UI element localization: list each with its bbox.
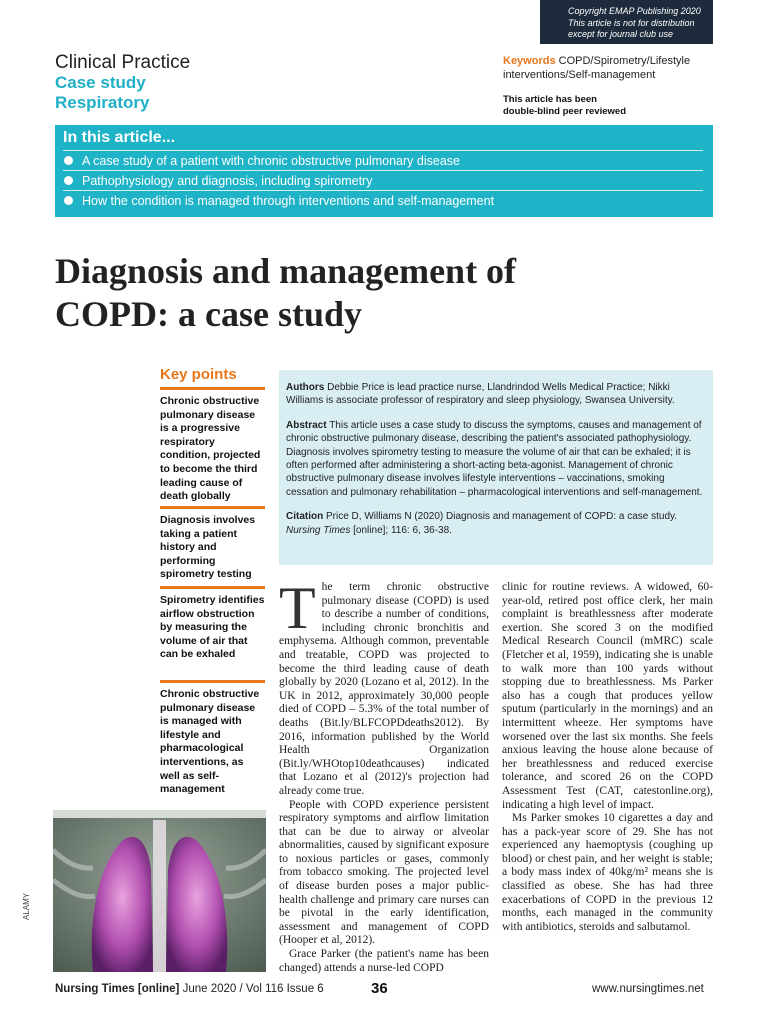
key-point: Chronic obstructive pulmonary disease is a progressive respiratory condition, projected to become the third leading cause of death globally <box>160 395 261 503</box>
authors-paragraph <box>286 381 705 408</box>
copyright-line: This article is not for distribution <box>568 17 695 28</box>
key-points-divider <box>160 680 265 683</box>
body-paragraph: People with COPD experience persistent respiratory symptoms and airflow limitation that can be due to airway or alveolar abnormalities, caused by significant exposure to noxious particles or gases, commonly from tobacco smoking. The projected level of disease burden poses a major public-health challenge and primary care nurses can be pivotal in the early identification, assessment and management of COPD (Hooper et al, 2012). <box>279 798 489 947</box>
chest-xray-image <box>53 810 266 972</box>
in-this-article-item-text: A case study of a patient with chronic obstructive pulmonary disease <box>82 153 460 168</box>
in-this-article-item-text: How the condition is managed through interventions and self-management <box>82 193 495 208</box>
key-points-divider <box>160 586 265 589</box>
citation-text: Price D, Williams N (2020) Diagnosis and management of COPD: a case study. <box>326 511 678 523</box>
citation-journal: Nursing Times <box>286 524 351 536</box>
body-column-2 <box>502 581 713 934</box>
footer-journal-name: Nursing Times [online] <box>55 983 180 995</box>
bullet-icon <box>64 156 73 165</box>
article-title-line: COPD: a case study <box>55 294 362 334</box>
keywords-label: Keywords <box>503 55 556 67</box>
chest-xray-illustration <box>53 810 266 972</box>
key-point: Spirometry identifies airflow obstruction by measuring the volume of air that can be exhaled <box>160 594 265 661</box>
section-category: Respiratory <box>55 93 150 112</box>
key-points-divider <box>160 506 265 509</box>
key-points-heading: Key points <box>160 366 237 383</box>
in-this-article-item <box>63 150 703 170</box>
drop-cap: T <box>279 575 316 641</box>
in-this-article-item <box>63 190 703 210</box>
body-paragraph: Ms Parker smokes 10 cigarettes a day and has a pack-year score of 29. She has not experienced any haemoptysis (coughing up blood) or chest pain, and her weight is stable; a body mass index of 40kg/m² means she is classified as obese. She has had three exacerbations of COPD in the previous 12 months, each managed in the community with antibiotics, steroids and salbutamol. <box>502 812 713 933</box>
in-this-article-heading: In this article... <box>63 129 176 146</box>
citation-text: [online]; 116: 6, 36-38. <box>353 524 452 536</box>
section-label: Clinical Practice <box>55 52 191 73</box>
body-paragraph <box>279 575 489 799</box>
bullet-icon <box>64 176 73 185</box>
in-this-article-box <box>55 125 713 217</box>
body-text: he term chronic obstructive pulmonary disease (COPD) is used to describe a number of conditions, including chronic bronchitis and emphysema. Although common, preventable and treatable, COPD was projected to become the third leading cause of death globally by 2020 (Lozano et al, 2012). In the UK in 2012, approximately 30,000 people died of COPD – 5.3% of the total number of deaths (Bit.ly/BLFCOPDdeaths2012). By 2016, information published by the World Health Organization (Bit.ly/WHOtop10deathcauses) indicated that Lozano et al (2012)'s projection had already come true. <box>279 581 489 797</box>
peer-review-note <box>503 94 703 118</box>
citation-label: Citation <box>286 511 324 523</box>
footer-journal <box>55 983 324 995</box>
peer-review-line: double-blind peer reviewed <box>503 106 626 117</box>
bullet-icon <box>64 196 73 205</box>
body-paragraph: Grace Parker (the patient's name has been changed) attends a nurse-led COPD <box>279 948 489 974</box>
key-point: Chronic obstructive pulmonary disease is managed with lifestyle and pharmacological interventions, as well as self-management <box>160 688 260 796</box>
abstract-label: Abstract <box>286 419 327 431</box>
abstract-paragraph <box>286 419 705 499</box>
authors-label: Authors <box>286 382 325 393</box>
image-credit: ALAMY <box>22 892 31 920</box>
page-number: 36 <box>371 980 388 997</box>
article-title <box>55 250 705 336</box>
author-abstract-box <box>279 370 713 565</box>
copyright-notice <box>540 0 713 44</box>
copyright-line: except for journal club use <box>568 29 674 39</box>
authors-text: Debbie Price is lead practice nurse, Llandrindod Wells Medical Practice; Nikki Williams is associate professor of respiratory and sleep physiology, Swansea University. <box>286 382 675 407</box>
peer-review-line: This article has been <box>503 94 597 105</box>
in-this-article-item <box>63 170 703 190</box>
footer-issue: June 2020 / Vol 116 Issue 6 <box>182 983 324 995</box>
copyright-line: Copyright EMAP Publishing 2020 <box>568 6 701 16</box>
footer-url: www.nursingtimes.net <box>592 983 704 995</box>
body-paragraph: clinic for routine reviews. A widowed, 60-year-old, retired post office clerk, her main complaint is breathlessness after moderate exertion. She scored 3 on the modified Medical Research Council (mMRC) scale (Fletcher et al, 1959), indicating she is unable to walk more than 100 yards without stopping due to breathlessness. Ms Parker also has a cough that produces yellow sputum (particularly in the mornings) and an intermittent wheeze. Her symptoms have worsened over the last six months. She feels anxious leaving the house alone because of her breathlessness and reduced exercise tolerance, and scored 26 on the COPD Assessment Test (CAT, catestonline.org), indicating a high level of impact. <box>502 581 713 811</box>
abstract-text: This article uses a case study to discuss the symptoms, causes and management of chronic obstructive pulmonary disease, describing the patient's associated pathophysiology. Diagnosis involves spirometry testing to measure the volume of air that can be exhaled; it is often performed after administering a short-acting beta-agonist. Management of chronic obstructive pulmonary disease involves lifestyle interventions – vaccinations, smoking cessation and pulmonary rehabilitation – pharmacological interventions and self-management. <box>286 419 703 498</box>
in-this-article-item-text: Pathophysiology and diagnosis, including spirometry <box>82 173 373 188</box>
body-column-1 <box>279 575 489 975</box>
key-points-divider <box>160 387 265 390</box>
key-point: Diagnosis involves taking a patient history and performing spirometry testing <box>160 514 256 581</box>
section-subtitle: Case study <box>55 73 146 92</box>
article-title-line: Diagnosis and management of <box>55 251 517 291</box>
keywords <box>503 54 723 82</box>
keywords-text: COPD/Spirometry/Lifestyle interventions/Self-management <box>503 55 691 81</box>
citation-paragraph <box>286 510 705 537</box>
